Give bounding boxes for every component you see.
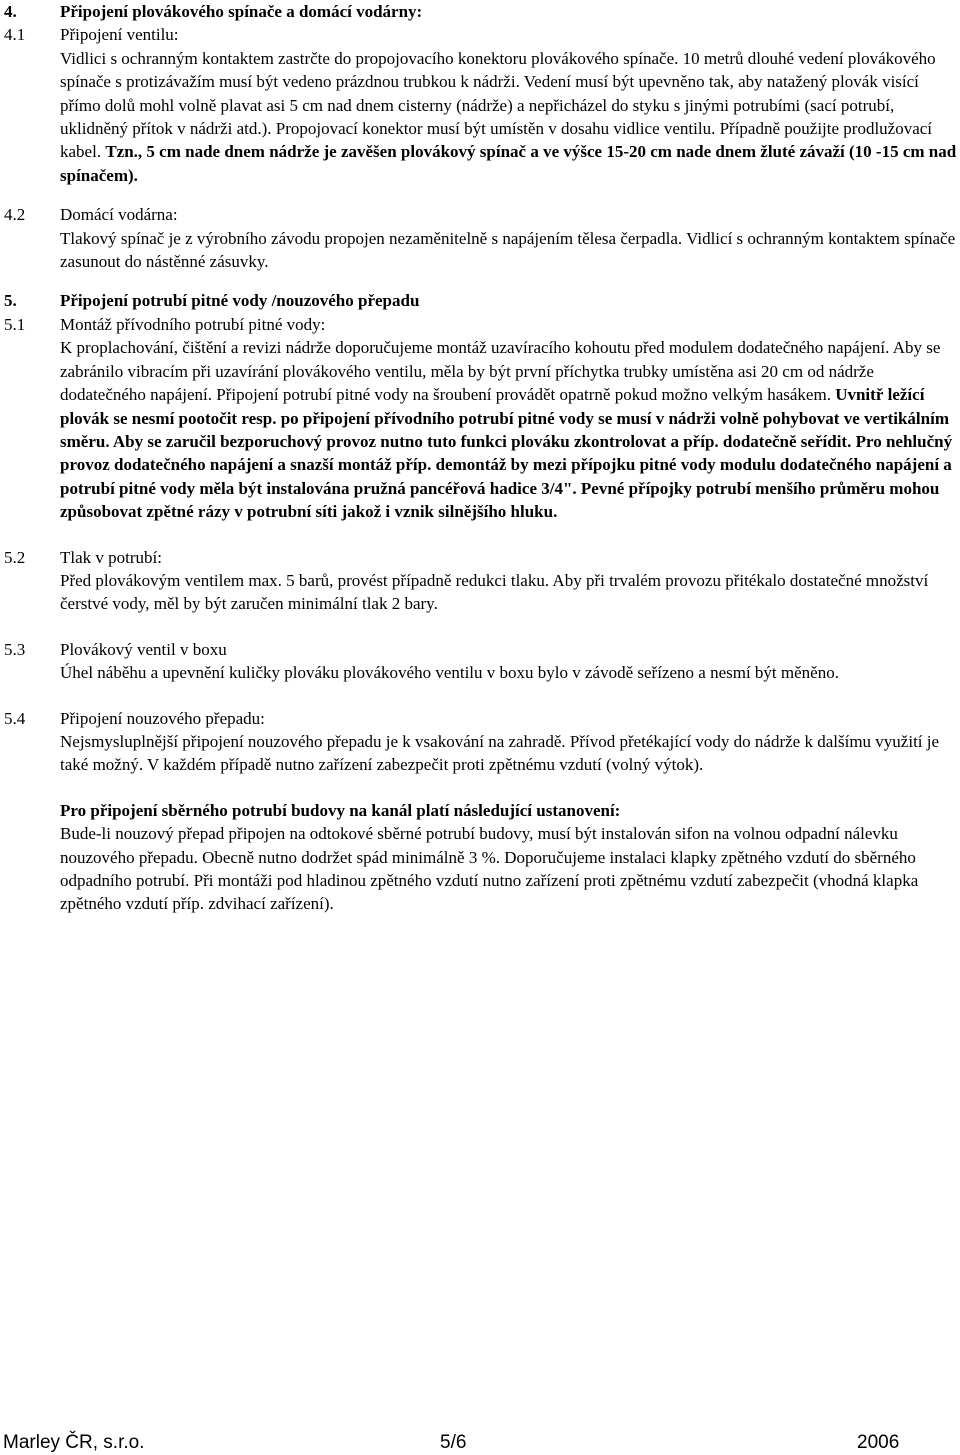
subsection-title: Montáž přívodního potrubí pitné vody: bbox=[60, 314, 326, 334]
section-title: Připojení plovákového spínače a domácí vodárny: bbox=[60, 2, 423, 21]
subsection-5-3 bbox=[0, 638, 960, 661]
subsection-5-2 bbox=[0, 546, 960, 569]
subsection-title: Připojení ventilu: bbox=[60, 25, 179, 45]
paragraph-text: Vidlici s ochranným kontaktem zastrčte do propojovacího konektoru plovákového spínače. 10 metrů dlouhé vedení plovákového spínače s protizávažím musí být vedeno prázdnou trubkou k nádrži. Vedení musí být upevněno tak, aby natažený plovák visící přímo dolů mohl volně plavat asi 5 cm nad dnem cisterny (nádrže) a nepřicházel do styku s jinými potrubími (sací potrubí, uklidněný přítok v nádrži atd.). Propojovací konektor musí být umístěn v dosahu vidlice ventilu. Případně použijte prodlužovací kabel. bbox=[60, 48, 936, 162]
subsection-4-2 bbox=[0, 203, 960, 226]
subsection-title: Připojení nouzového přepadu: bbox=[60, 708, 265, 728]
paragraph: Nejsmysluplnější připojení nouzového přepadu je k vsakování na zahradě. Přívod přetékající vody do nádrže k dalšímu využití je také možný. V každém případě nutno zařízení zabezpečit proti zpětnému vzdutí (volný výtok). bbox=[60, 731, 940, 775]
subsection-5-2-body bbox=[60, 569, 960, 616]
subsection-title: Domácí vodárna: bbox=[60, 205, 178, 225]
section-number: 4. bbox=[4, 2, 17, 21]
paragraph: Tlakový spínač je z výrobního závodu propojen nezaměnitelně s napájením tělesa čerpadla. Vidlicí s ochranným kontaktem spínače zasunout do nástěnné zásuvky. bbox=[60, 228, 956, 272]
subsection-5-1 bbox=[0, 313, 960, 336]
section-number: 5. bbox=[4, 291, 17, 311]
paragraph-bold-text: Uvnitř ležící plovák se nesmí pootočit resp. po připojení přívodního potrubí pitné vody se musí v nádrži volně pohybovat ve vertikálním směru. Aby se zaručil bezporuchový provoz nutno tuto funkci plováku zkontrolovat a příp. dodatečně seřídit. Pro nehlučný provoz dodatečného napájení a snazší montáž příp. demontáž by mezi přípojku pitné vody modulu dodatečného napájení a potrubí pitné vody měla být instalována pružná pancéřová hadice 3/4". Pevné přípojky potrubí menšího průměru mohou způsobovat zpětné rázy v potrubní síti jakož i vznik silnějšího hluku. bbox=[60, 385, 953, 522]
subsection-5-4 bbox=[0, 707, 960, 730]
subsection-5-4-body bbox=[60, 730, 960, 777]
paragraph: Před plovákovým ventilem max. 5 barů, provést případně redukci tlaku. Aby při trvalém provozu přitékalo dostatečné množství čerstvé vody, měl by být zaručen minimální tlak 2 bary. bbox=[60, 570, 929, 614]
subsection-number: 4.2 bbox=[4, 205, 26, 225]
paragraph-bold-text: Tzn., 5 cm nade dnem nádrže je zavěšen plovákový spínač a ve výšce 15-20 cm nade dnem žluté závaží (10 -15 cm nad spínačem). bbox=[60, 142, 957, 185]
subsection-4-1 bbox=[0, 23, 960, 46]
section-4-heading bbox=[0, 0, 960, 23]
paragraph: Bude-li nouzový přepad připojen na odtokové sběrné potrubí budovy, musí být instalován sifon na volnou odpadní nálevku nouzového přepadu. Obecně nutno dodržet spád minimálně 3 %. Doporučujeme instalaci klapky zpětného vzdutí do sběrného odpadního potrubí. Při montáži pod hladinou zpětného vzdutí nutno zařízení proti zpětnému vzdutí zabezpečit (vhodná klapka zpětného vzdutí příp. zdvihací zařízení). bbox=[60, 824, 919, 914]
paragraph bbox=[60, 47, 960, 187]
footer-company: Marley ČR, s.r.o. bbox=[3, 1432, 145, 1453]
section-5-heading bbox=[0, 289, 960, 312]
canal-heading: Pro připojení sběrného potrubí budovy na kanál platí následující ustanovení: bbox=[60, 800, 621, 820]
subsection-title: Tlak v potrubí: bbox=[60, 547, 162, 567]
footer-year: 2006 bbox=[857, 1432, 900, 1453]
subsection-5-1-body bbox=[60, 336, 960, 523]
subsection-4-2-body bbox=[60, 227, 960, 274]
subsection-number: 5.4 bbox=[4, 708, 26, 728]
paragraph: Úhel náběhu a upevnění kuličky plováku plovákového ventilu v boxu bylo v závodě seřízeno a nesmí být měněno. bbox=[60, 663, 839, 683]
subsection-number: 5.1 bbox=[4, 314, 26, 334]
subsection-5-3-body bbox=[60, 661, 960, 684]
footer-page-number: 5/6 bbox=[440, 1432, 467, 1453]
subsection-number: 5.2 bbox=[4, 547, 26, 567]
paragraph-text: K proplachování, čištění a revizi nádrže doporučujeme montáž uzavíracího kohoutu před modulem dodatečného napájení. Aby se zabránilo vibracím při uzavírání plovákového ventilu, měla by být první příchytka trubky umístěna asi 20 cm od nádrže dodatečného napájení. Připojení potrubí pitné vody na šroubení provádět opatrně pokud možno velkým hasákem. bbox=[60, 338, 941, 405]
subsection-number: 4.1 bbox=[4, 25, 26, 45]
canal-connection-block bbox=[60, 799, 960, 916]
section-title: Připojení potrubí pitné vody /nouzového přepadu bbox=[60, 291, 420, 311]
paragraph bbox=[60, 336, 960, 523]
subsection-number: 5.3 bbox=[4, 639, 26, 659]
subsection-4-1-body bbox=[60, 47, 960, 187]
subsection-title: Plovákový ventil v boxu bbox=[60, 639, 227, 659]
